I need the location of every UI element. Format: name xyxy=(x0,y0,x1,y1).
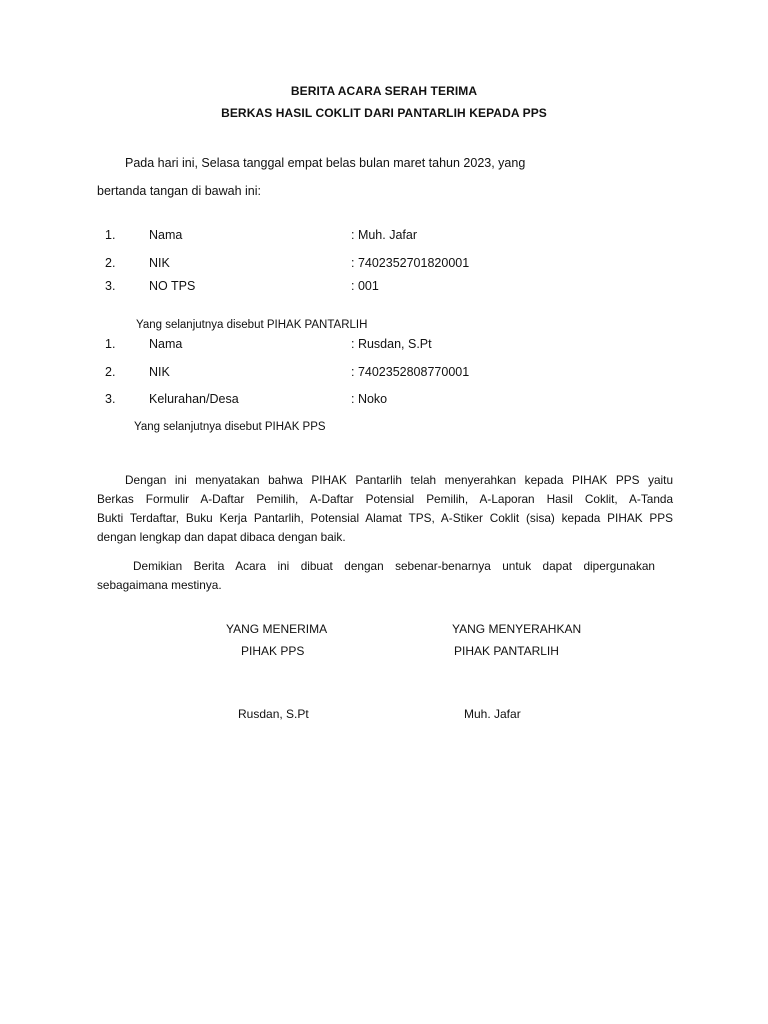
row-label: Nama xyxy=(149,337,183,351)
statement-line-2: Berkas Formulir A-Daftar Pemilih, A-Daftar Potensial Pemilih, A-Laporan Hasil Coklit, A-Tanda xyxy=(97,492,673,506)
row-number: 1. xyxy=(105,337,116,351)
giver-name: Muh. Jafar xyxy=(464,707,521,721)
document-title: BERITA ACARA SERAH TERIMA xyxy=(290,84,478,98)
closing-line-1: Demikian Berita Acara ini dibuat dengan sebenar-benarnya untuk dapat dipergunakan xyxy=(133,559,655,573)
receiver-name: Rusdan, S.Pt xyxy=(238,707,309,721)
party2-row-name xyxy=(0,337,768,353)
receiver-role: YANG MENERIMA xyxy=(226,622,328,636)
party2-row-nik xyxy=(0,365,768,381)
closing-line-2: sebagaimana mestinya. xyxy=(97,578,222,592)
row-number: 3. xyxy=(105,392,116,406)
party1-row-name xyxy=(0,228,768,244)
document-subtitle: BERKAS HASIL COKLIT DARI PANTARLIH KEPADA PPS xyxy=(221,106,547,120)
party1-row-tps xyxy=(0,279,768,295)
statement-line-4: dengan lengkap dan dapat dibaca dengan baik. xyxy=(97,530,346,544)
receiver-party: PIHAK PPS xyxy=(241,644,305,658)
row-value: : 7402352701820001 xyxy=(351,256,470,270)
row-number: 2. xyxy=(105,256,116,270)
row-value: : Noko xyxy=(351,392,388,406)
intro-line-1: Pada hari ini, Selasa tanggal empat belas bulan maret tahun 2023, yang xyxy=(125,156,526,170)
row-number: 1. xyxy=(105,228,116,242)
party1-row-nik xyxy=(0,256,768,272)
party2-row-village xyxy=(0,392,768,408)
giver-party: PIHAK PANTARLIH xyxy=(454,644,559,658)
row-label: NO TPS xyxy=(149,279,196,293)
row-label: Kelurahan/Desa xyxy=(149,392,239,406)
row-value: : Rusdan, S.Pt xyxy=(351,337,432,351)
row-number: 3. xyxy=(105,279,116,293)
row-label: NIK xyxy=(149,256,170,270)
statement-line-1: Dengan ini menyatakan bahwa PIHAK Pantarlih telah menyerahkan kepada PIHAK PPS yaitu xyxy=(125,473,673,487)
intro-line-2: bertanda tangan di bawah ini: xyxy=(97,184,262,198)
party2-designation: Yang selanjutnya disebut PIHAK PPS xyxy=(134,421,326,433)
row-label: NIK xyxy=(149,365,170,379)
row-number: 2. xyxy=(105,365,116,379)
row-value: : 7402352808770001 xyxy=(351,365,470,379)
row-value: : 001 xyxy=(351,279,379,293)
party1-designation: Yang selanjutnya disebut PIHAK PANTARLIH xyxy=(136,319,368,331)
row-label: Nama xyxy=(149,228,183,242)
row-value: : Muh. Jafar xyxy=(351,228,417,242)
statement-line-3: Bukti Terdaftar, Buku Kerja Pantarlih, Potensial Alamat TPS, A-Stiker Coklit (sisa) kepada PIHAK PPS xyxy=(97,511,673,525)
giver-role: YANG MENYERAHKAN xyxy=(452,622,582,636)
